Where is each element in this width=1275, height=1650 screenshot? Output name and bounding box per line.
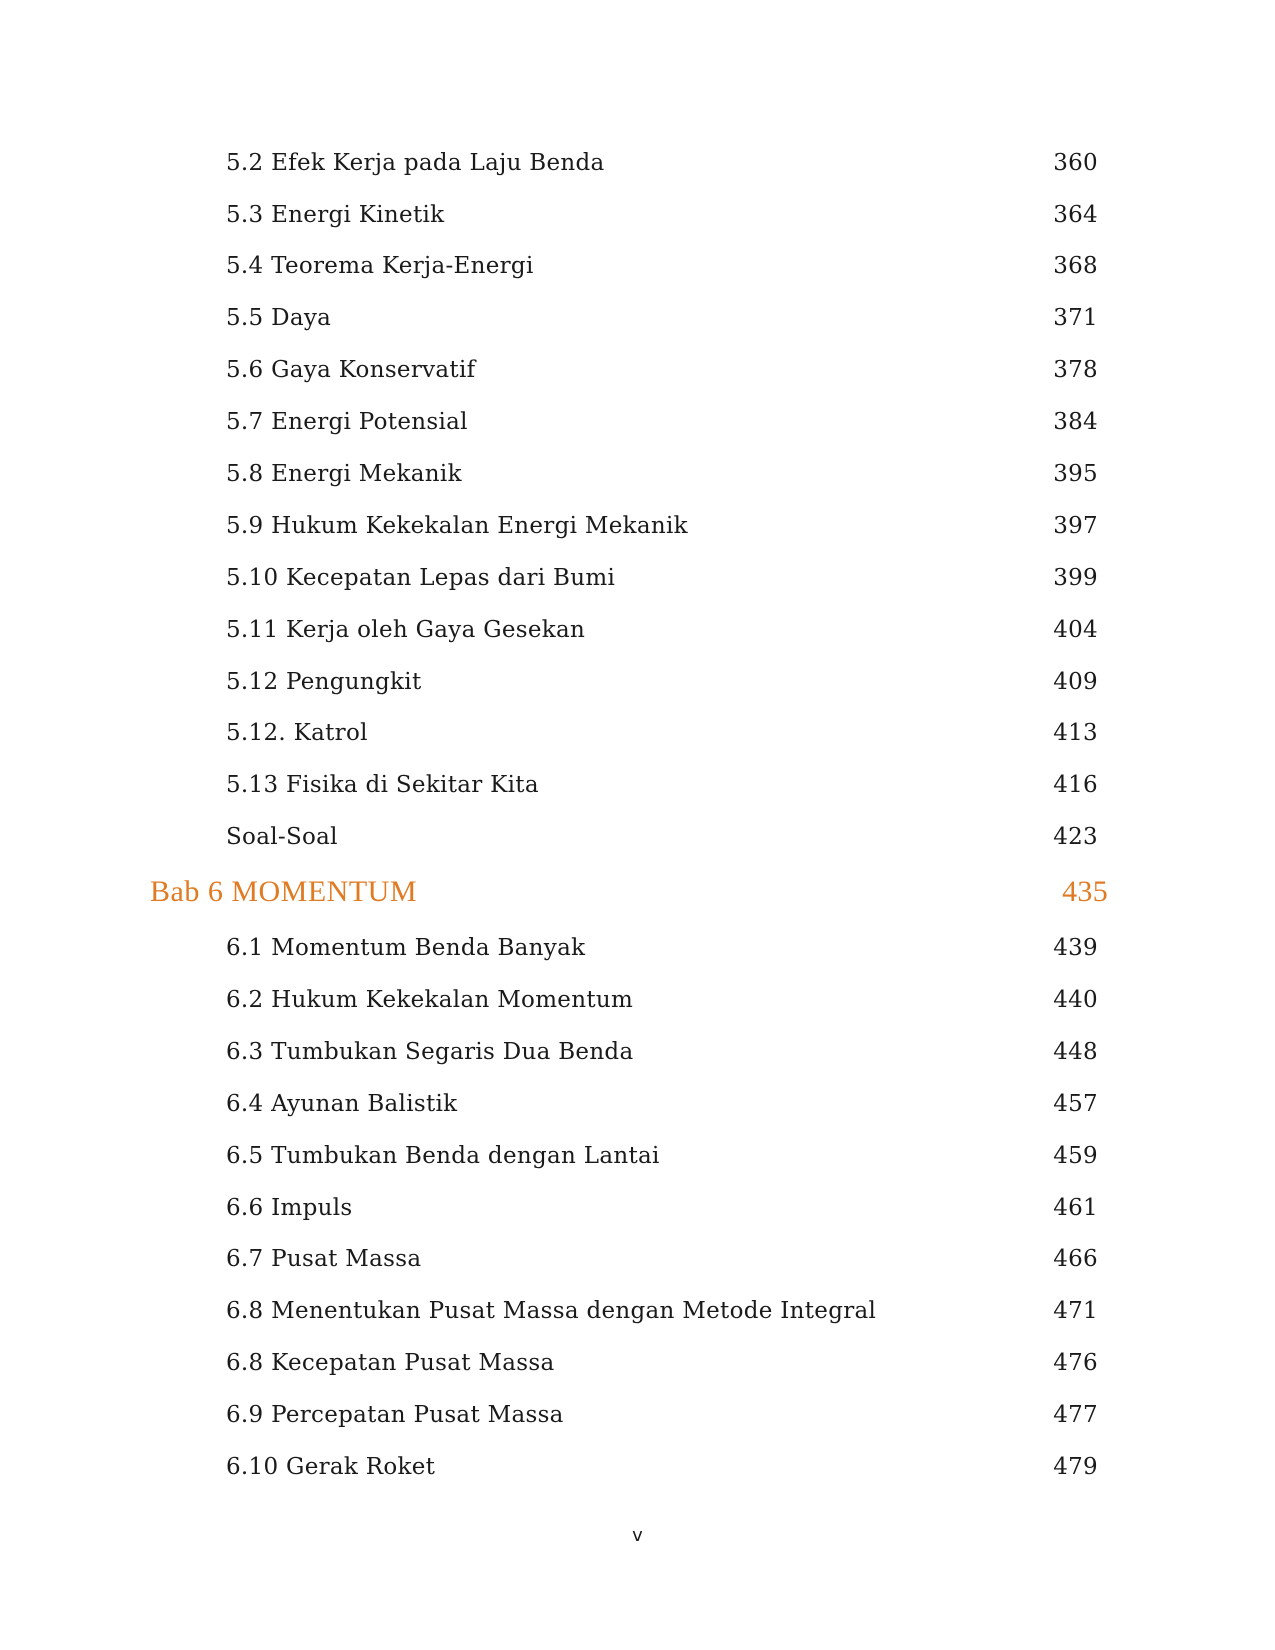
toc-entry[interactable]: [0, 305, 1275, 341]
toc-entry-title: 6.1 Momentum Benda Banyak: [226, 935, 586, 961]
toc-entry[interactable]: [0, 1454, 1275, 1490]
toc-entry-title: 5.2 Efek Kerja pada Laju Benda: [226, 150, 605, 176]
toc-entry[interactable]: [0, 1298, 1275, 1334]
toc-entry-page: 413: [1053, 720, 1098, 746]
toc-entry[interactable]: [0, 565, 1275, 601]
toc-entry[interactable]: [0, 720, 1275, 756]
toc-entry-title: 6.3 Tumbukan Segaris Dua Benda: [226, 1039, 634, 1065]
toc-entry-page: 364: [1053, 202, 1098, 228]
toc-entry-page: 471: [1053, 1298, 1098, 1324]
toc-entry-title: 5.10 Kecepatan Lepas dari Bumi: [226, 565, 616, 591]
toc-entry[interactable]: [0, 824, 1275, 860]
toc-entry[interactable]: [0, 1350, 1275, 1386]
toc-entry-title: 6.4 Ayunan Balistik: [226, 1091, 458, 1117]
toc-entry[interactable]: [0, 202, 1275, 238]
toc-entry-title: 6.7 Pusat Massa: [226, 1246, 422, 1272]
toc-entry-page: 440: [1053, 987, 1098, 1013]
toc-entry-page: 399: [1053, 565, 1098, 591]
toc-entry-page: 459: [1053, 1143, 1098, 1169]
toc-entry-title: 6.10 Gerak Roket: [226, 1454, 436, 1480]
toc-entry-page: 397: [1053, 513, 1098, 539]
toc-entry[interactable]: [0, 1195, 1275, 1231]
toc-entry-title: 6.8 Menentukan Pusat Massa dengan Metode Integral: [226, 1298, 877, 1324]
toc-entry-page: 457: [1053, 1091, 1098, 1117]
toc-entry-title: 5.7 Energi Potensial: [226, 409, 468, 435]
chapter-title: Bab 6 MOMENTUM: [150, 875, 417, 908]
toc-entry-page: 368: [1053, 253, 1098, 279]
toc-entry[interactable]: [0, 357, 1275, 393]
toc-entry[interactable]: [0, 772, 1275, 808]
toc-entry-page: 448: [1053, 1039, 1098, 1065]
toc-entry-title: 5.11 Kerja oleh Gaya Gesekan: [226, 617, 586, 643]
toc-entry-page: 395: [1053, 461, 1098, 487]
toc-entry-page: 409: [1053, 669, 1098, 695]
toc-entry-page: 476: [1053, 1350, 1098, 1376]
toc-entry-title: 6.5 Tumbukan Benda dengan Lantai: [226, 1143, 660, 1169]
toc-entry-page: 404: [1053, 617, 1098, 643]
toc-entry-title: 6.9 Percepatan Pusat Massa: [226, 1402, 564, 1428]
toc-entry-page: 423: [1053, 824, 1098, 850]
toc-entry[interactable]: [0, 987, 1275, 1023]
toc-entry-page: 378: [1053, 357, 1098, 383]
toc-entry[interactable]: [0, 461, 1275, 497]
toc-entry-title: 5.9 Hukum Kekekalan Energi Mekanik: [226, 513, 688, 539]
toc-entry[interactable]: [0, 1143, 1275, 1179]
toc-entry-title: 5.12 Pengungkit: [226, 669, 422, 695]
toc-entry-title: 6.6 Impuls: [226, 1195, 353, 1221]
page-number: v: [632, 1525, 643, 1546]
toc-entry-title: 5.4 Teorema Kerja-Energi: [226, 253, 534, 279]
toc-entry-page: 479: [1053, 1454, 1098, 1480]
toc-entry[interactable]: [0, 513, 1275, 549]
toc-entry-title: 6.2 Hukum Kekekalan Momentum: [226, 987, 634, 1013]
toc-entry[interactable]: [0, 1091, 1275, 1127]
toc-entry-page: 466: [1053, 1246, 1098, 1272]
toc-entry-page: 439: [1053, 935, 1098, 961]
toc-entry-title: 5.13 Fisika di Sekitar Kita: [226, 772, 539, 798]
toc-entry-title: Soal-Soal: [226, 824, 338, 850]
toc-entry-title: 5.3 Energi Kinetik: [226, 202, 445, 228]
toc-entry[interactable]: [0, 935, 1275, 971]
toc-entry[interactable]: [0, 253, 1275, 289]
toc-entry-page: 371: [1053, 305, 1098, 331]
toc-entry[interactable]: [0, 150, 1275, 186]
toc-entry-title: 6.8 Kecepatan Pusat Massa: [226, 1350, 555, 1376]
toc-entry[interactable]: [0, 409, 1275, 445]
toc-entry-page: 416: [1053, 772, 1098, 798]
toc-entry-title: 5.8 Energi Mekanik: [226, 461, 462, 487]
chapter-page: 435: [1062, 875, 1108, 908]
toc-entry[interactable]: [0, 1246, 1275, 1282]
toc-entry[interactable]: [0, 669, 1275, 705]
toc-entry[interactable]: [0, 617, 1275, 653]
toc-entry-page: 477: [1053, 1402, 1098, 1428]
toc-entry-title: 5.12. Katrol: [226, 720, 368, 746]
toc-entry[interactable]: [0, 1402, 1275, 1438]
toc-chapter-heading[interactable]: [0, 875, 1275, 919]
toc-entry-page: 461: [1053, 1195, 1098, 1221]
toc-entry-page: 360: [1053, 150, 1098, 176]
toc-entry-page: 384: [1053, 409, 1098, 435]
toc-entry-title: 5.6 Gaya Konservatif: [226, 357, 476, 383]
toc-entry-title: 5.5 Daya: [226, 305, 332, 331]
toc-entry[interactable]: [0, 1039, 1275, 1075]
